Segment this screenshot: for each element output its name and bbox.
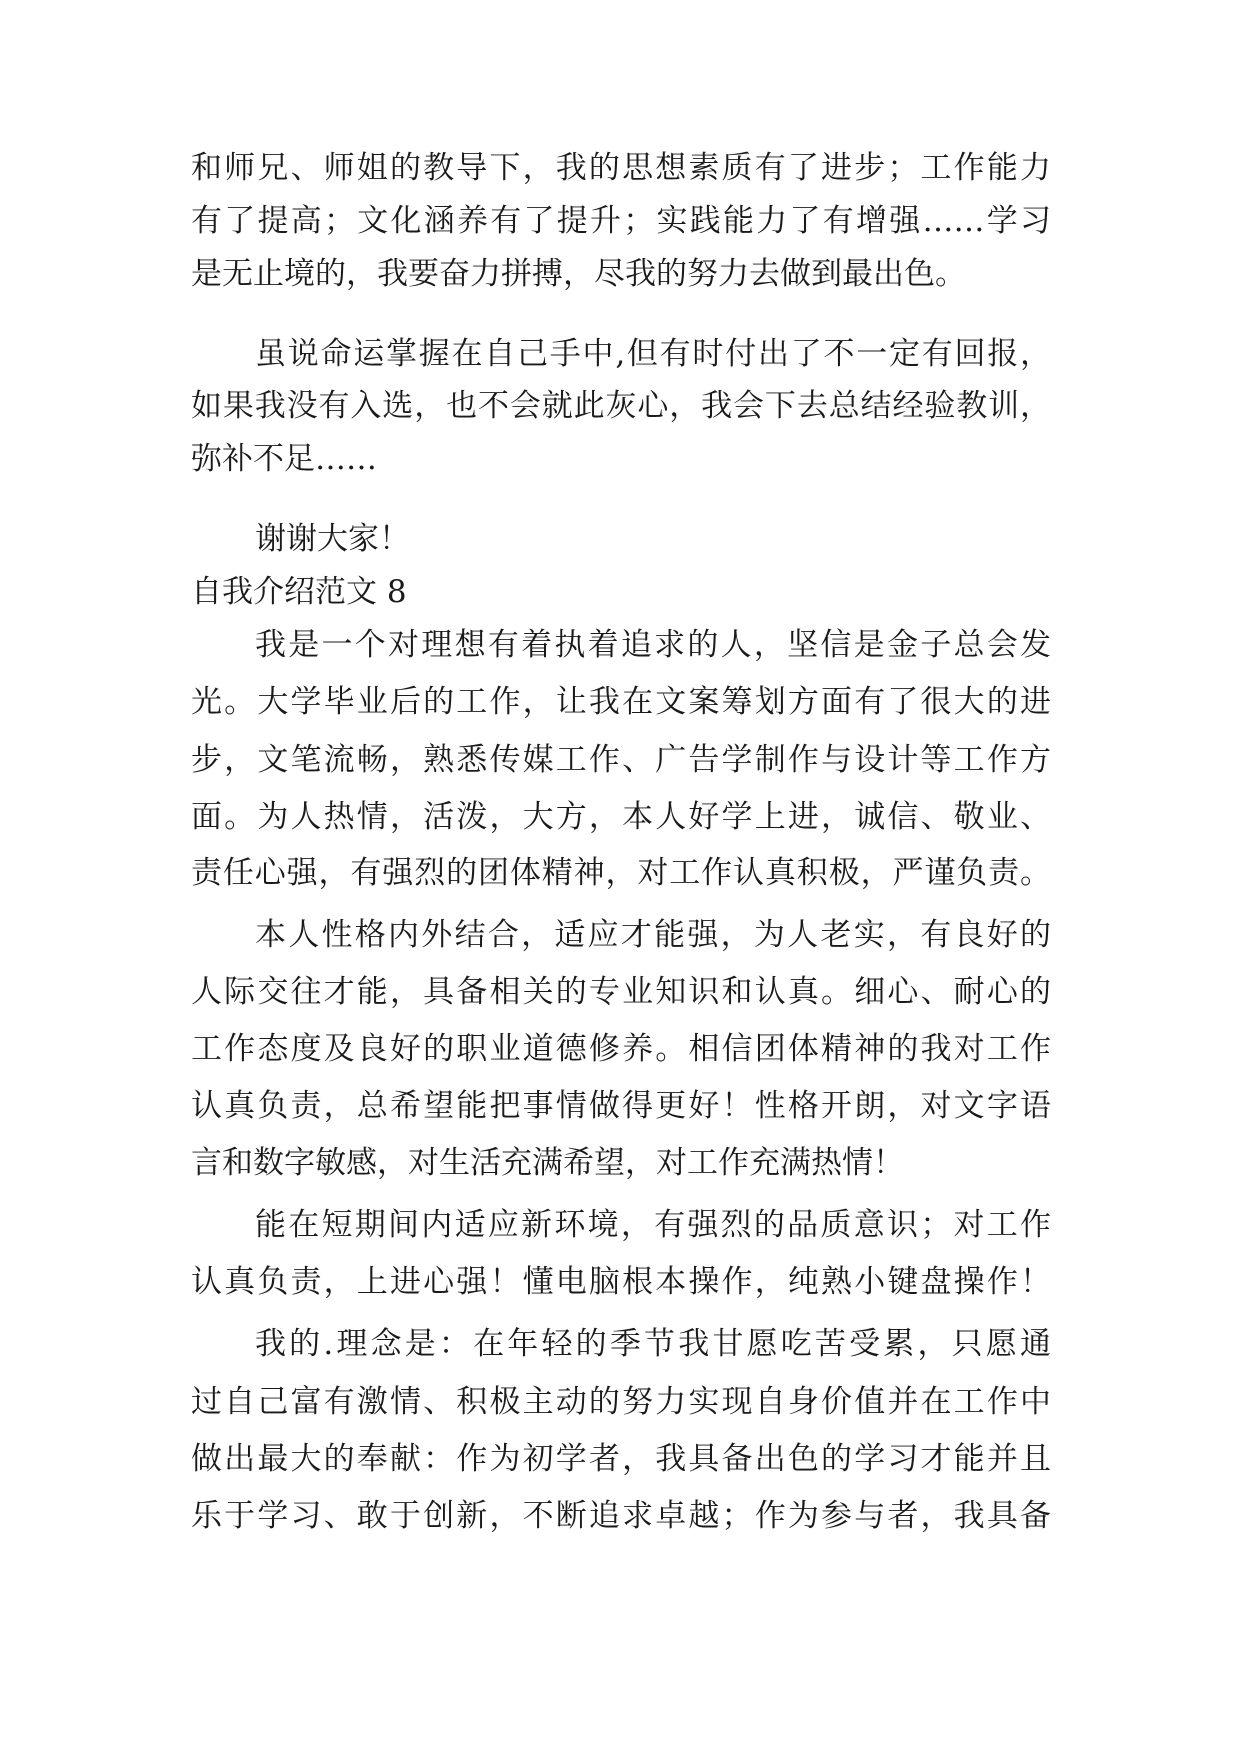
text-line: 弥补不足……: [191, 441, 377, 477]
text-line: 如果我没有入选，也不会就此灰心，我会下去总结经验教训，: [191, 388, 1051, 424]
text-line: 乐于学习、敢于创新，不断追求卓越；作为参与者，我具备: [191, 1498, 1051, 1534]
text-line: 工作态度及良好的职业道德修养。相信团体精神的我对工作: [191, 1031, 1051, 1067]
text-line: 言和数字敏感，对生活充满希望，对工作充满热情！: [191, 1145, 904, 1181]
text-line: 步，文笔流畅，熟悉传媒工作、广告学制作与设计等工作方: [191, 742, 1051, 778]
closing-line: 谢谢大家！: [255, 521, 410, 557]
text-line: 人际交往才能，具备相关的专业知识和认真。细心、耐心的: [191, 974, 1051, 1010]
paragraph-first-line: 虽说命运掌握在自己手中,但有时付出了不一定有回报，: [255, 336, 1051, 372]
text-line: 光。大学毕业后的工作，让我在文案筹划方面有了很大的进: [191, 684, 1051, 720]
text-line: 有了提高；文化涵养有了提升；实践能力了有增强……学习: [191, 203, 1051, 239]
text-line: 是无止境的，我要奋力拼搏，尽我的努力去做到最出色。: [191, 256, 966, 292]
section-heading: 自我介绍范文 8: [191, 574, 407, 610]
text-line: 责任心强，有强烈的团体精神，对工作认真积极，严谨负责。: [191, 855, 1051, 891]
text-line: 认真负责，上进心强！懂电脑根本操作，纯熟小键盘操作！: [191, 1264, 1051, 1300]
text-line: 和师兄、师姐的教导下，我的思想素质有了进步；工作能力: [191, 150, 1051, 186]
paragraph-first-line: 我的.理念是：在年轻的季节我甘愿吃苦受累，只愿通: [255, 1326, 1051, 1362]
text-line: 过自己富有激情、积极主动的努力实现自身价值并在工作中: [191, 1384, 1051, 1420]
text-line: 认真负责，总希望能把事情做得更好！性格开朗，对文字语: [191, 1088, 1051, 1124]
text-line: 面。为人热情，活泼，大方，本人好学上进，诚信、敬业、: [191, 799, 1051, 835]
paragraph-first-line: 我是一个对理想有着执着追求的人，坚信是金子总会发: [255, 627, 1051, 663]
text-line: 做出最大的奉献：作为初学者，我具备出色的学习才能并且: [191, 1441, 1051, 1477]
paragraph-first-line: 本人性格内外结合，适应才能强，为人老实，有良好的: [255, 917, 1051, 953]
paragraph-first-line: 能在短期间内适应新环境，有强烈的品质意识；对工作: [255, 1207, 1051, 1243]
